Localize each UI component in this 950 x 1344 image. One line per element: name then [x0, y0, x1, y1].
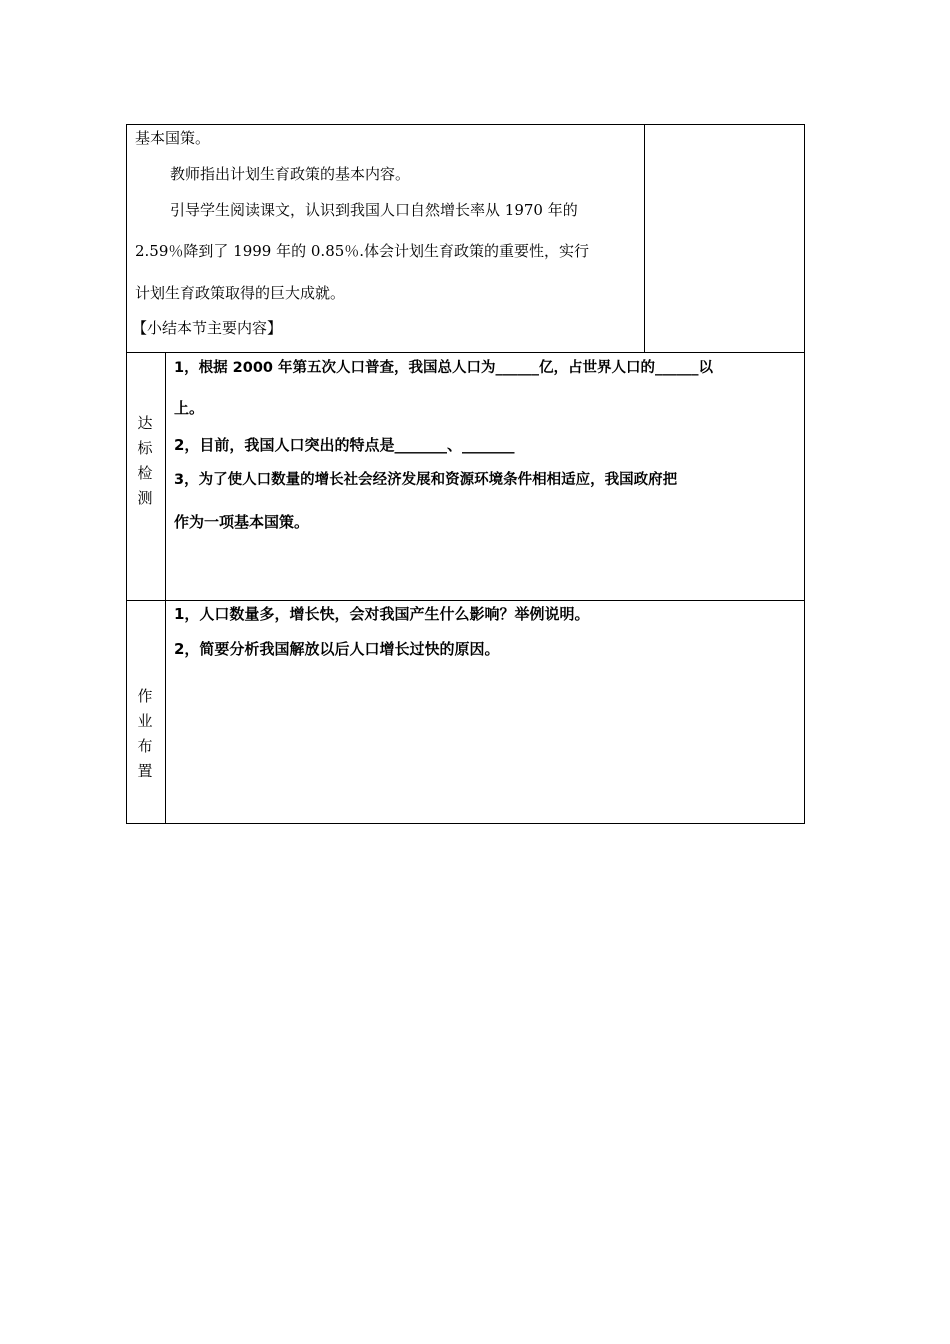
test-label-char: 达 [137, 414, 153, 432]
top-line-5: 计划生育政策取得的巨大成就。 [135, 284, 346, 302]
homework-item-2: 2，简要分析我国解放以后人口增长过快的原因。 [174, 640, 500, 658]
test-question-3-cont: 作为一项基本国策。 [174, 513, 310, 531]
homework-label-char: 置 [137, 762, 153, 780]
notes-column-divider [644, 124, 645, 353]
top-line-1: 基本国策。 [135, 129, 211, 147]
test-label-char: 标 [137, 439, 153, 457]
row-divider-1 [126, 352, 805, 353]
test-question-2: 2，目前，我国人口突出的特点是_______、_______ [174, 436, 515, 454]
top-line-3: 引导学生阅读课文，认识到我国人口自然增长率从 1970 年的 [170, 201, 578, 219]
test-label-char: 测 [137, 489, 153, 507]
homework-label-char: 作 [137, 687, 153, 705]
test-question-1-cont: 上。 [174, 399, 205, 417]
top-line-2: 教师指出计划生育政策的基本内容。 [170, 165, 411, 183]
homework-label-char: 布 [137, 737, 153, 755]
summary-heading: 【小结本节主要内容】 [132, 319, 283, 337]
test-question-3: 3，为了使人口数量的增长社会经济发展和资源环境条件相相适应，我国政府把 [174, 472, 678, 488]
test-section-label [135, 411, 155, 511]
label-column-divider [165, 352, 166, 824]
top-line-4: 2.59％降到了 1999 年的 0.85％.体会计划生育政策的重要性，实行 [135, 242, 590, 260]
row-divider-2 [126, 600, 805, 601]
homework-label-char: 业 [137, 712, 153, 730]
homework-item-1: 1，人口数量多，增长快，会对我国产生什么影响？举例说明。 [174, 605, 590, 623]
test-question-1: 1，根据 2000 年第五次人口普查，我国总人口为______亿，占世界人口的______以 [174, 360, 714, 376]
test-label-char: 检 [137, 464, 153, 482]
homework-section-label [135, 684, 155, 784]
